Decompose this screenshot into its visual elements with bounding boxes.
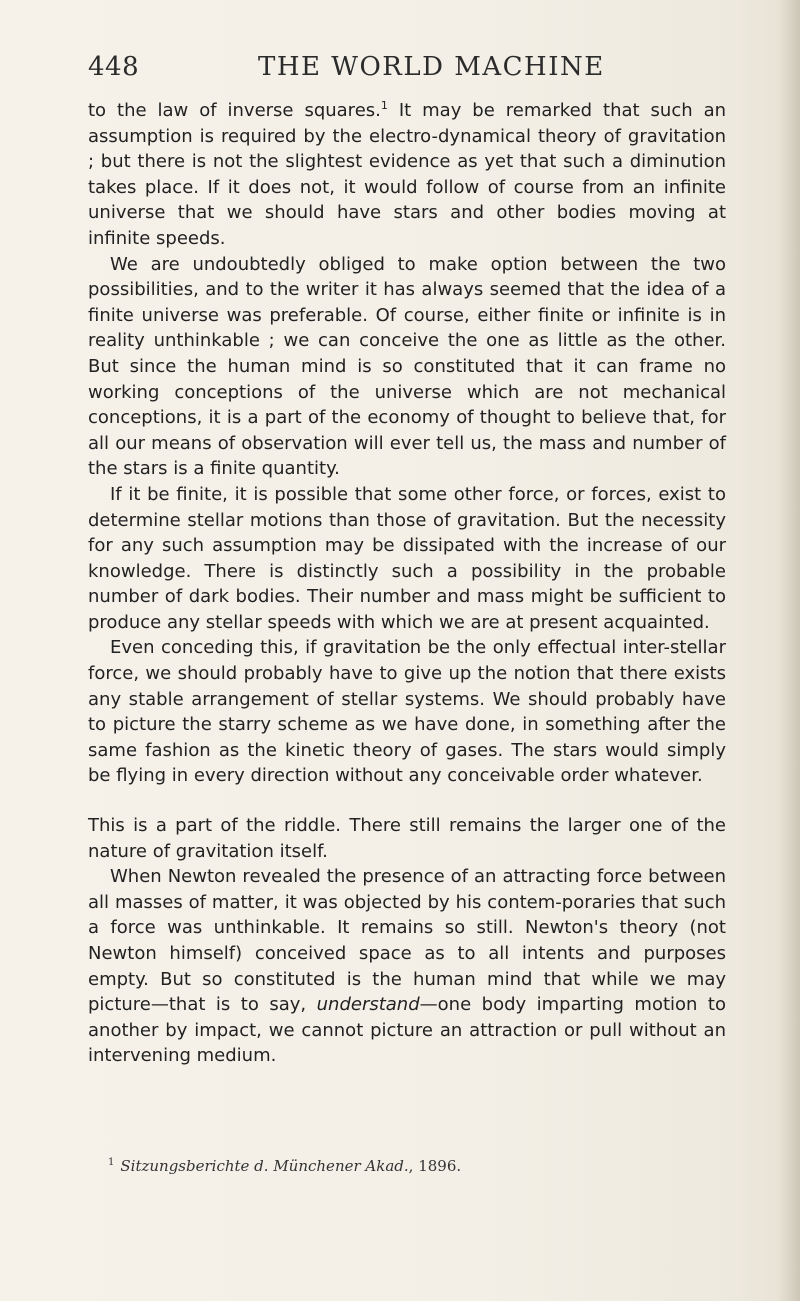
footnote-marker: 1 bbox=[108, 1157, 115, 1168]
page-header bbox=[0, 52, 800, 92]
footnote-reference: 1 bbox=[380, 99, 388, 112]
body-text bbox=[88, 98, 726, 1069]
paragraph-3: If it be finite, it is possible that some other force, or forces, exist to determine stellar motions than those of gravitation. But the necessity for any such assumption may be dissipated with the increase of our knowledge. There is distinctly such a possibility in the probable number of dark bodies. Their number and mass might be sufficient to produce any stellar speeds with which we are at present acquainted. bbox=[88, 483, 726, 633]
paragraph-1: to the law of inverse squares.$^1$ It may be remarked that such an assumption is required by the electro-dynamical theory of gravitation ; but there is not the slightest evidence as yet that such a diminution takes place. If it does not, it would follow of course from an infinite universe that we should have stars and other bodies moving at infinite speeds. bbox=[88, 99, 727, 249]
page-edge-shadow bbox=[778, 0, 800, 1301]
running-title: THE WORLD MACHINE bbox=[258, 52, 605, 82]
paragraph-5: This is a part of the riddle. There still remains the larger one of the nature of gravitation itself. bbox=[88, 815, 726, 862]
footnote bbox=[108, 1157, 461, 1175]
paragraph-2: We are undoubtedly obliged to make option between the two possibilities, and to the writer it has always seemed that the idea of a finite universe was preferable. Of course, either finite or infinite is in reality unthinkable ; we can conceive the one as little as the other. But since the human mind is so constituted that it can frame no working conceptions of the universe which are not mechanical conceptions, it is a part of the economy of thought to believe that, for all our means of observation will ever tell us, the mass and number of the stars is a finite quantity. bbox=[88, 253, 726, 480]
paragraph-6: When Newton revealed the presence of an attracting force between all masses of matter, it was objected by his contem-poraries that such a force was unthinkable. It remains so still. Newton's theory (not Newton himself) conceived space as to all intents and purposes empty. But so constituted is the human mind that while we may picture—that is to say, understand—one body imparting motion to another by impact, we cannot picture an attraction or pull without an intervening medium. bbox=[88, 866, 727, 1067]
paragraph-4: Even conceding this, if gravitation be the only effectual inter-stellar force, we should probably have to give up the notion that there exists any stable arrangement of stellar systems. We should probably have to picture the starry scheme as we have done, in something after the same fashion as the kinetic theory of gases. The stars would simply be flying in every direction without any conceivable order whatever. bbox=[88, 637, 726, 787]
emphasis-understand: understand bbox=[316, 994, 420, 1016]
page-number: 448 bbox=[88, 52, 140, 82]
footnote-source: Sitzungsberichte d. Münchener Akad. bbox=[120, 1157, 409, 1175]
footnote-year: , 1896. bbox=[408, 1157, 462, 1175]
